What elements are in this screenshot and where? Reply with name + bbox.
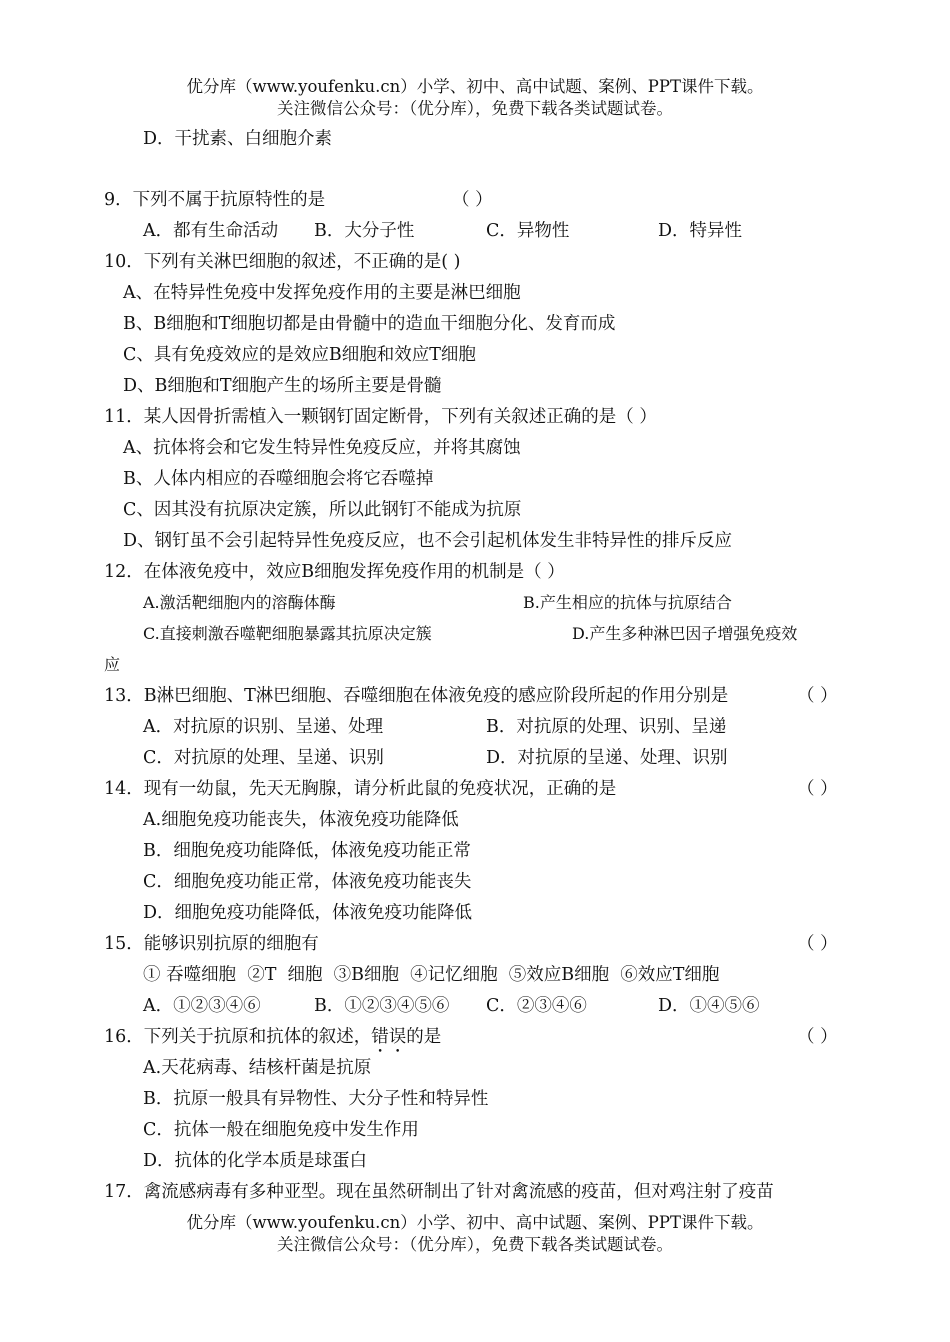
- q11-option-a: A、抗体将会和它发生特异性免疫反应，并将其腐蚀: [123, 438, 521, 458]
- q16-stem-emphasis: 错误: [371, 1027, 407, 1047]
- q16-option-d: D．抗体的化学本质是球蛋白: [143, 1151, 368, 1171]
- q17-stem: 17．禽流感病毒有多种亚型。现在虽然研制出了针对禽流感的疫苗，但对鸡注射了疫苗: [104, 1182, 774, 1202]
- q14-option-b: B．细胞免疫功能降低，体液免疫功能正常: [143, 841, 471, 861]
- q16-answer-paren: （ ）: [797, 1027, 838, 1047]
- q13-option-d: D．对抗原的呈递、处理、识别: [486, 748, 728, 768]
- q9-option-d: D．特异性: [658, 221, 743, 241]
- page-header-line2: 关注微信公众号：（优分库），免费下载各类试题试卷。: [277, 99, 673, 118]
- q16-stem-prefix: 16．下列关于抗原和抗体的叙述，: [104, 1027, 372, 1047]
- q14-option-c: C．细胞免疫功能正常，体液免疫功能丧失: [143, 872, 472, 892]
- page-footer-line2: 关注微信公众号：（优分库），免费下载各类试题试卷。: [277, 1235, 673, 1254]
- q11-option-b: B、人体内相应的吞噬细胞会将它吞噬掉: [123, 469, 434, 489]
- q9-option-b: B．大分子性: [314, 221, 415, 241]
- q12-stem: 12．在体液免疫中，效应B细胞发挥免疫作用的机制是（ ）: [104, 562, 565, 582]
- q10-option-a: A、在特异性免疫中发挥免疫作用的主要是淋巴细胞: [123, 283, 521, 303]
- q16-option-a: A.天花病毒、结核杆菌是抗原: [143, 1058, 372, 1078]
- q10-option-b: B、B细胞和T细胞切都是由骨髓中的造血干细胞分化、发育而成: [123, 314, 616, 334]
- q15-cell-list: ① 吞噬细胞 ②T 细胞 ③B细胞 ④记忆细胞 ⑤效应B细胞 ⑥效应T细胞: [143, 965, 720, 985]
- q14-option-d: D．细胞免疫功能降低，体液免疫功能降低: [143, 903, 473, 923]
- page-header-line1: 优分库（www.youfenku.cn）小学、初中、高中试题、案例、PPT课件下载。: [186, 77, 764, 96]
- q12-option-d: D.产生多种淋巴因子增强免疫效: [572, 624, 798, 643]
- q14-answer-paren: （ ）: [797, 779, 838, 799]
- q13-answer-paren: （ ）: [797, 686, 838, 706]
- q11-option-c: C、因其没有抗原决定簇，所以此钢钉不能成为抗原: [123, 500, 522, 520]
- q12-option-c: C.直接刺激吞噬靶细胞暴露其抗原决定簇: [143, 624, 432, 643]
- q9-stem: 9．下列不属于抗原特性的是: [104, 190, 326, 210]
- page-footer-line1: 优分库（www.youfenku.cn）小学、初中、高中试题、案例、PPT课件下载。: [186, 1213, 764, 1232]
- q15-option-b: B．①②③④⑤⑥: [314, 996, 450, 1016]
- q14-stem: 14．现有一幼鼠，先天无胸腺，请分析此鼠的免疫状况，正确的是: [104, 779, 617, 799]
- q10-option-c: C、具有免疫效应的是效应B细胞和效应T细胞: [123, 345, 476, 365]
- q9-option-c: C．异物性: [486, 221, 570, 241]
- q15-answer-paren: （ ）: [797, 934, 838, 954]
- q10-option-d: D、B细胞和T细胞产生的场所主要是骨髓: [123, 376, 442, 396]
- q15-option-d: D．①④⑤⑥: [658, 996, 760, 1016]
- q12-option-d-wrap: 应: [104, 655, 121, 674]
- q8-option-d: D．干扰素、白细胞介素: [143, 129, 333, 149]
- q9-option-a: A．都有生命活动: [143, 221, 279, 241]
- q16-option-b: B．抗原一般具有异物性、大分子性和特异性: [143, 1089, 489, 1109]
- q16-stem-suffix: 的是: [406, 1027, 442, 1047]
- q15-stem: 15．能够识别抗原的细胞有: [104, 934, 319, 954]
- q13-option-c: C．对抗原的处理、呈递、识别: [143, 748, 384, 768]
- q13-option-b: B．对抗原的处理、识别、呈递: [486, 717, 727, 737]
- q14-option-a: A.细胞免疫功能丧失，体液免疫功能降低: [143, 810, 459, 830]
- q13-option-a: A．对抗原的识别、呈递、处理: [143, 717, 384, 737]
- q9-answer-paren: （ ）: [452, 190, 493, 210]
- q13-stem: 13．B淋巴细胞、T淋巴细胞、吞噬细胞在体液免疫的感应阶段所起的作用分别是: [104, 686, 729, 706]
- q10-stem: 10．下列有关淋巴细胞的叙述，不正确的是( ): [104, 252, 461, 272]
- q11-stem: 11．某人因骨折需植入一颗钢钉固定断骨，下列有关叙述正确的是（ ）: [104, 407, 657, 427]
- q16-stem: [104, 1025, 441, 1057]
- q12-option-a: A.激活靶细胞内的溶酶体酶: [143, 593, 336, 612]
- q12-option-b: B.产生相应的抗体与抗原结合: [523, 593, 732, 612]
- q15-option-a: A．①②③④⑥: [143, 996, 261, 1016]
- q15-option-c: C．②③④⑥: [486, 996, 587, 1016]
- q11-option-d: D、钢钉虽不会引起特异性免疫反应，也不会引起机体发生非特异性的排斥反应: [123, 531, 733, 551]
- q16-option-c: C．抗体一般在细胞免疫中发生作用: [143, 1120, 419, 1140]
